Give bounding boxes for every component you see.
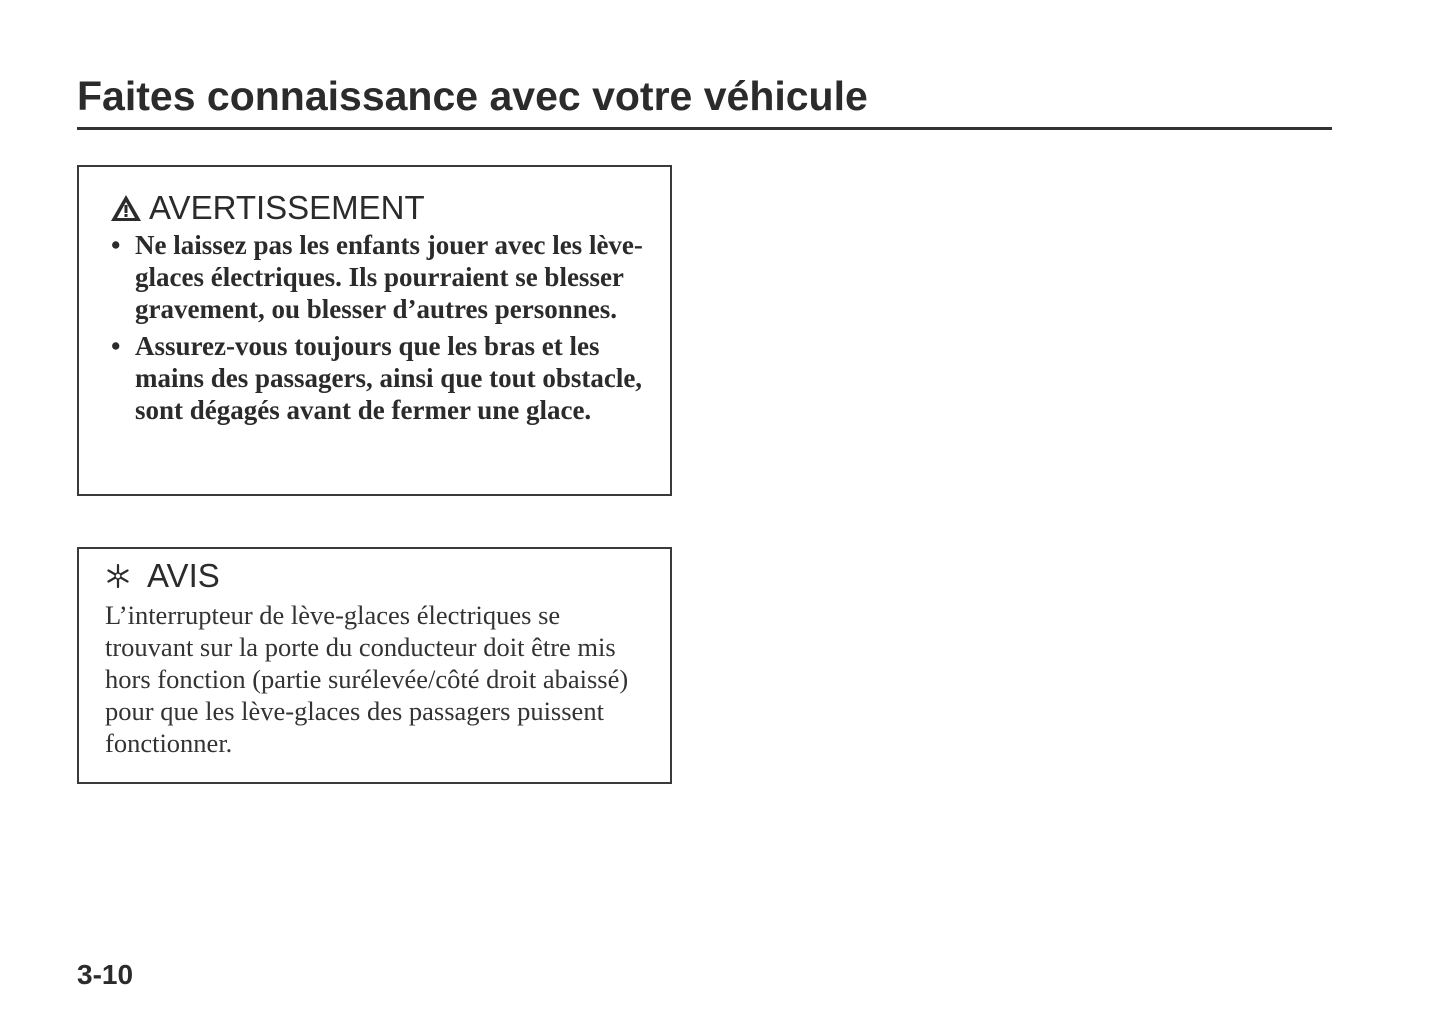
bullet: • <box>111 230 121 260</box>
page-title: Faites connaissance avec votre véhicule <box>77 73 868 119</box>
bullet: • <box>111 331 121 361</box>
warning-item <box>107 229 647 325</box>
notice-heading <box>103 557 220 595</box>
notice-text: L’interrupteur de lève-glaces électriques se trouvant sur la porte du conducteur doit être mis hors fonction (partie surélevée/côté droit abaissé) pour que les lève-glaces des passagers puissent fonctionner. <box>105 600 629 758</box>
notice-heading-label: AVIS <box>147 557 220 594</box>
warning-list <box>107 229 647 431</box>
warning-heading-label: AVERTISSEMENT <box>149 189 425 226</box>
warning-triangle-icon <box>109 193 143 223</box>
asterisk-icon <box>103 561 133 591</box>
page-number: 3-10 <box>77 959 134 990</box>
warning-item-text: Assurez-vous toujours que les bras et les mains des passagers, ainsi que tout obstacle, sont dégagés avant de fermer une glace. <box>135 331 643 425</box>
warning-item-text: Ne laissez pas les enfants jouer avec les lève-glaces électriques. Ils pourraient se blesser gravement, ou blesser d’autres personnes. <box>135 230 643 324</box>
notice-box <box>77 547 672 784</box>
warning-item <box>107 330 647 426</box>
title-divider <box>77 127 1332 130</box>
warning-box <box>77 165 672 496</box>
warning-heading <box>109 189 425 227</box>
